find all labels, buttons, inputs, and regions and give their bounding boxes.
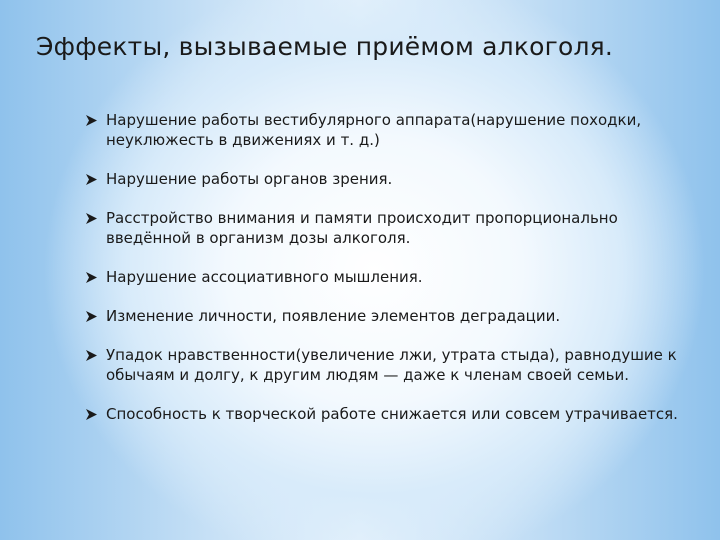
bullet-item	[86, 404, 686, 424]
arrowhead-bullet-icon	[86, 115, 97, 126]
bullet-text: Расстройство внимания и памяти происходит пропорционально введённой в организм дозы алкоголя.	[106, 209, 618, 247]
bullet-item	[86, 169, 686, 189]
arrowhead-bullet-icon	[86, 213, 97, 224]
bullet-list	[86, 110, 686, 443]
bullet-text: Нарушение работы вестибулярного аппарата(нарушение походки, неуклюжесть в движениях и т. д.)	[106, 111, 642, 149]
bullet-item	[86, 306, 686, 326]
bullet-item	[86, 208, 686, 248]
bullet-text: Упадок нравственности(увеличение лжи, утрата стыда), равнодушие к обычаям и долгу, к другим людям — даже к членам своей семьи.	[106, 346, 677, 384]
arrowhead-bullet-icon	[86, 350, 97, 361]
slide-title: Эффекты, вызываемые приёмом алкоголя.	[36, 32, 614, 61]
bullet-item	[86, 345, 686, 385]
bullet-text: Способность к творческой работе снижается или совсем утрачивается.	[106, 405, 678, 423]
bullet-item	[86, 267, 686, 287]
bullet-text: Нарушение работы органов зрения.	[106, 170, 393, 188]
bullet-text: Нарушение ассоциативного мышления.	[106, 268, 423, 286]
arrowhead-bullet-icon	[86, 272, 97, 283]
arrowhead-bullet-icon	[86, 409, 97, 420]
arrowhead-bullet-icon	[86, 174, 97, 185]
bullet-text: Изменение личности, появление элементов деградации.	[106, 307, 561, 325]
arrowhead-bullet-icon	[86, 311, 97, 322]
bullet-item	[86, 110, 686, 150]
